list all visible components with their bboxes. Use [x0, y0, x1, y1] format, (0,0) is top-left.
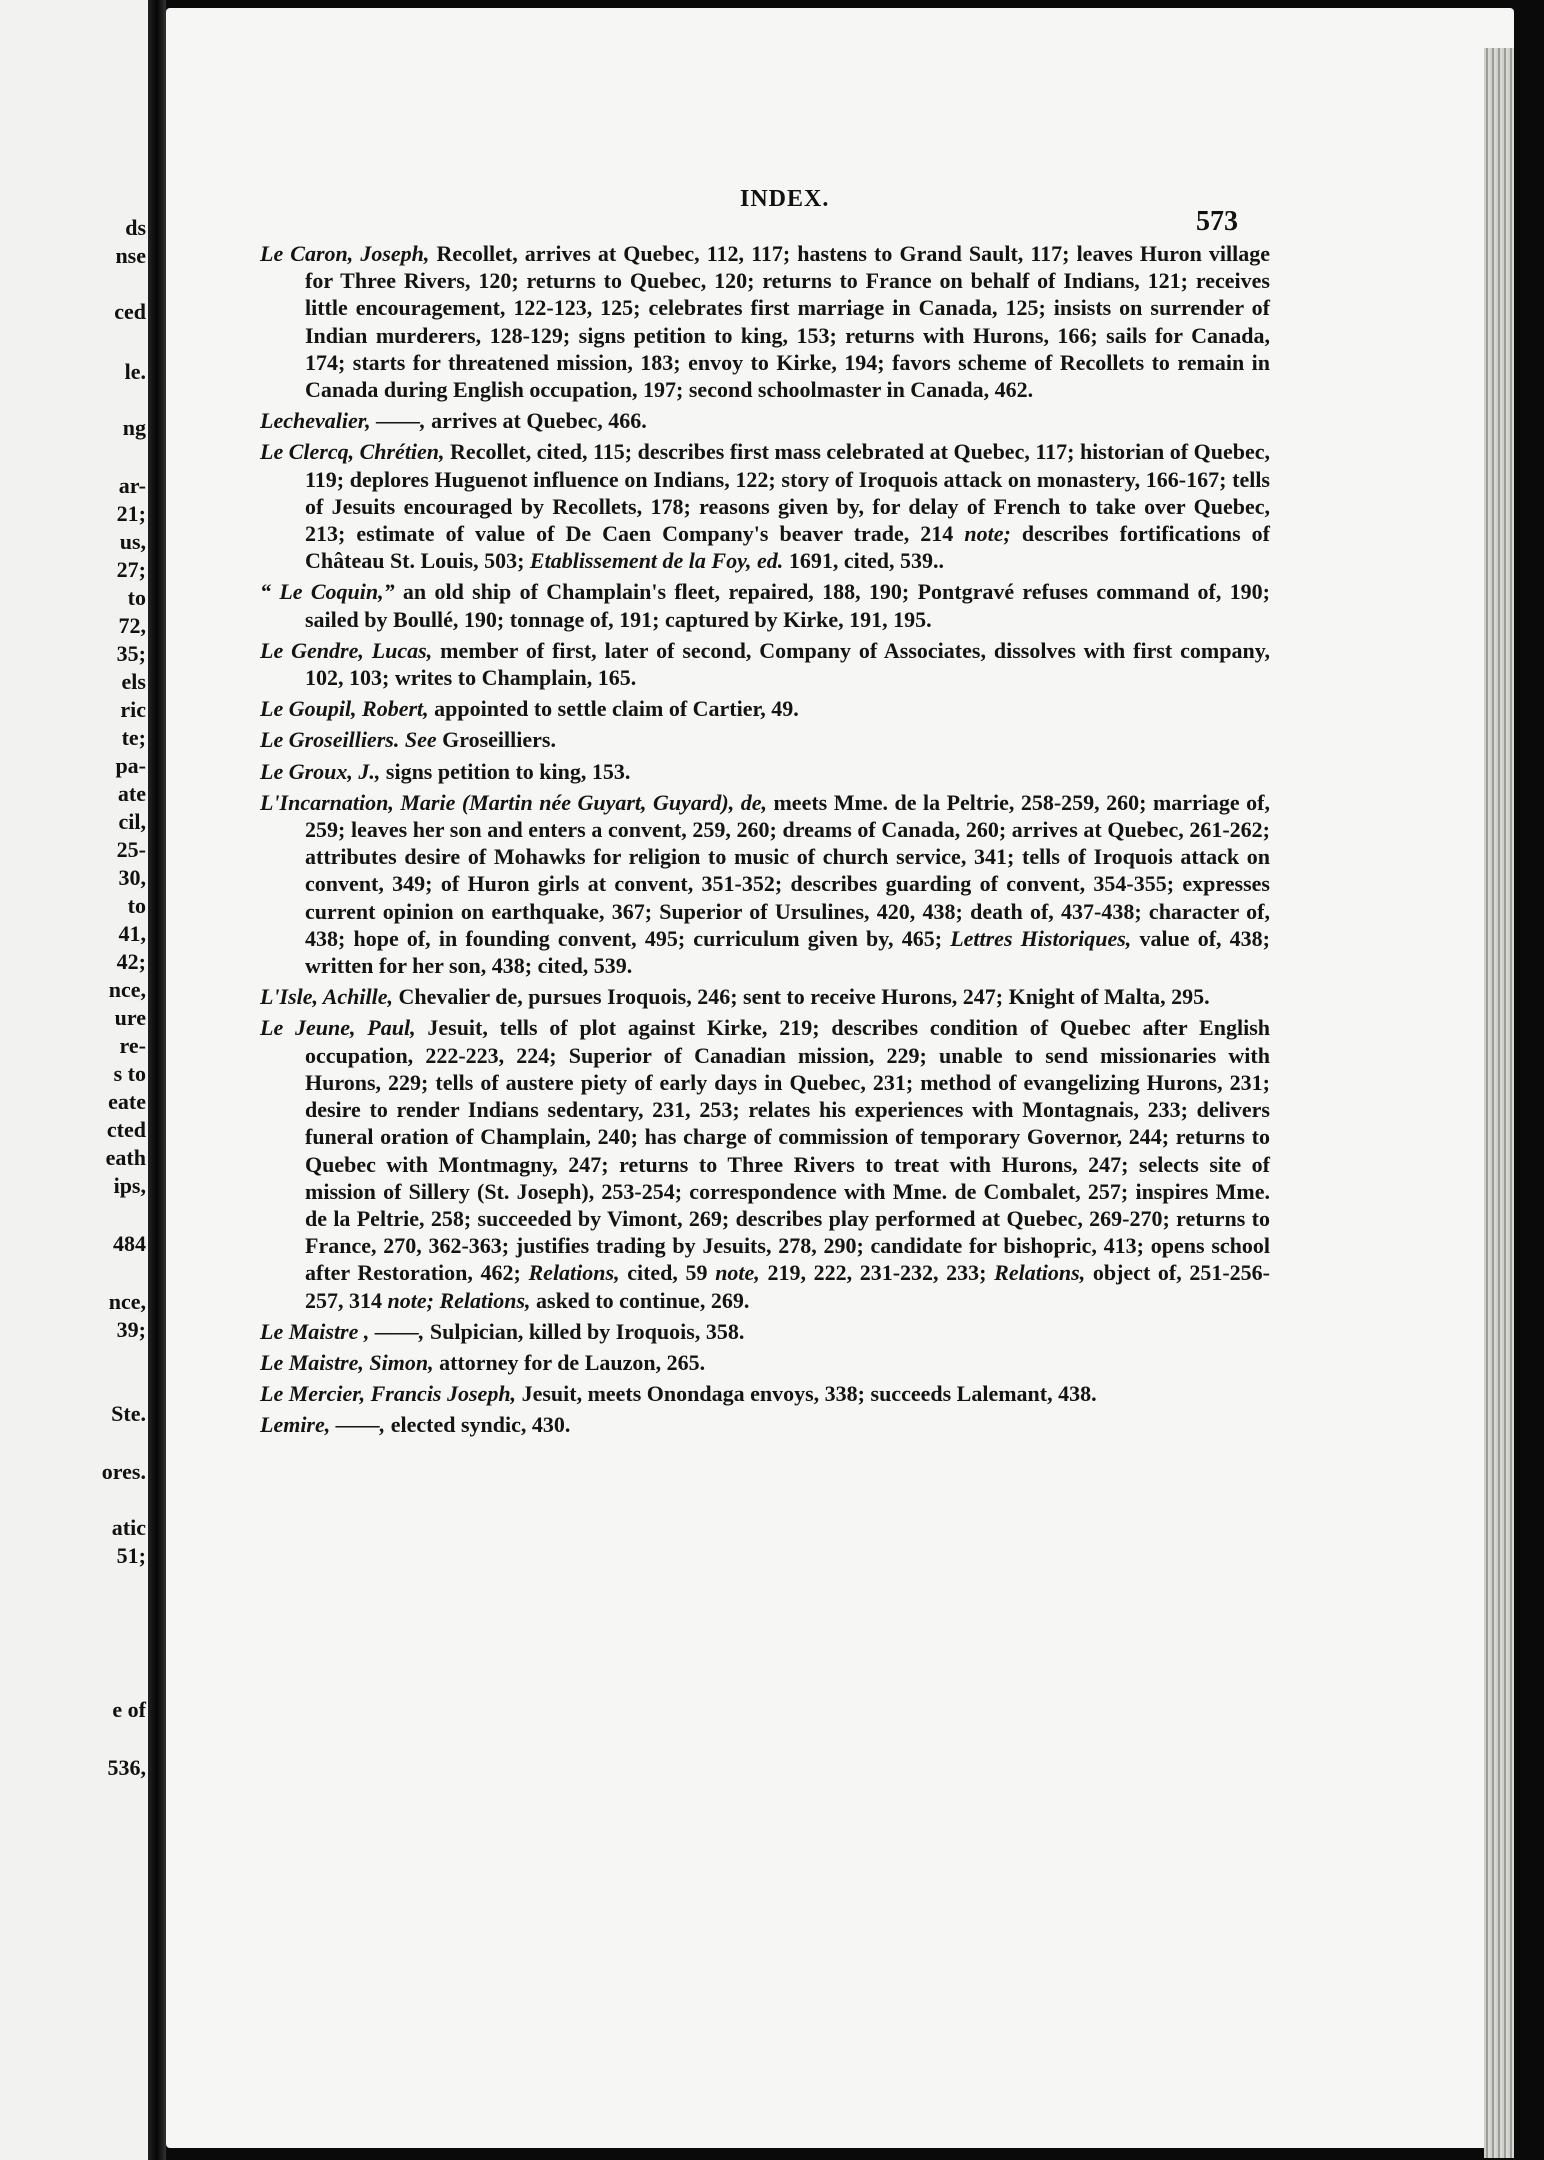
entry-text: Recollet, cited, 115; describes first mass celebrated at Quebec, 117; historian of Quebec, 119; deplores Huguenot influence on Indians, 122; story of Iroquois attack on monastery, 166-167; tells of Jesuits encouraged by Recollets, 178; reasons given by, for delay of French to take over Quebec, 213; estimate of value of De Caen Company's beaver trade, 214: [305, 439, 1270, 547]
entry-head: Le Maistre, Simon,: [260, 1349, 434, 1375]
fragment: nce,: [108, 977, 146, 1002]
fragment: atic: [111, 1515, 146, 1540]
entry-head: Le Maistre , ——,: [260, 1318, 425, 1344]
entry-text: cited, 59: [619, 1260, 716, 1286]
entry-text: attorney for de Lauzon, 265.: [433, 1349, 706, 1375]
book-gutter: [148, 0, 166, 2160]
page-number: 573: [1196, 206, 1238, 237]
fragment: ips,: [113, 1173, 146, 1198]
fragment: 536,: [107, 1755, 146, 1780]
fragment: cted: [106, 1117, 146, 1142]
fragment: 484: [113, 1231, 146, 1256]
entry-head: Le Goupil, Robert,: [260, 696, 429, 722]
entry-head: Le Groux, J.,: [260, 758, 381, 784]
entry-text: Sulpician, killed by Iroquois, 358.: [424, 1318, 745, 1344]
index-entry: [260, 1318, 1270, 1345]
fragment: 21;: [116, 501, 146, 526]
entry-title: Etablissement de la Foy, ed.: [529, 548, 784, 574]
index-entry: [260, 1014, 1270, 1313]
entry-head: Lemire, ——,: [260, 1412, 386, 1438]
fragment: ate: [117, 781, 146, 806]
index-entry: [260, 983, 1270, 1010]
entry-text: member of first, later of second, Company of Associates, dissolves with first company, 102, 103; writes to Champlain, 165.: [305, 637, 1271, 691]
entry-head: Le Mercier, Francis Joseph,: [260, 1381, 517, 1407]
fragment: ores.: [101, 1459, 146, 1484]
index-entry: [260, 758, 1270, 785]
fragment: e of: [112, 1697, 146, 1722]
fragment: 41,: [118, 921, 146, 946]
entry-text: 1691, cited, 539..: [783, 548, 945, 574]
fragment: 25-: [116, 837, 146, 862]
entry-title: Lettres Historiques,: [950, 925, 1132, 951]
fragment: Ste.: [111, 1401, 146, 1426]
fragment: ds: [125, 215, 146, 240]
entry-text: 219, 222, 231-232, 233;: [759, 1260, 995, 1286]
fragment: ar-: [118, 473, 146, 498]
entry-text: Groseilliers.: [436, 727, 556, 753]
entry-text: Jesuit, meets Onondaga envoys, 338; succeeds Lalemant, 438.: [516, 1381, 1097, 1407]
fragment: eath: [105, 1145, 146, 1170]
entry-title: Relations,: [994, 1260, 1086, 1286]
running-head: INDEX.: [740, 186, 830, 212]
entry-note: note,: [715, 1260, 760, 1286]
fragment: 35;: [116, 641, 146, 666]
fragment: to: [127, 893, 146, 918]
fragment: 39;: [116, 1317, 146, 1342]
fragment: us,: [119, 529, 146, 554]
fragment: re-: [119, 1033, 146, 1058]
entry-text: value of, 438; written for her son, 438; cited, 539.: [305, 925, 1271, 979]
entry-text: signs petition to king, 153.: [380, 758, 631, 784]
index-entry: [260, 789, 1270, 979]
entry-head: Le Jeune, Paul,: [260, 1015, 416, 1041]
entry-text: Recollet, arrives at Quebec, 112, 117; hastens to Grand Sault, 117; leaves Huron village for Three Rivers, 120; returns to Quebec, 120; returns to France on behalf of Indians, 121; receives little encouragement, 122-123, 125; celebrates first marriage in Canada, 125; insists on surrender of Indian murderers, 128-129; signs petition to king, 153; returns with Hurons, 166; sails for Canada, 174; starts for threatened mission, 183; envoy to Kirke, 194; favors scheme of Recollets to remain in Canada during English occupation, 197; second schoolmaster in Canada, 462.: [305, 241, 1270, 403]
facing-page: [0, 0, 148, 2160]
entry-head: “ Le Coquin,”: [260, 579, 395, 605]
index-entry: [260, 1349, 1270, 1376]
entry-head: Le Groseilliers.: [260, 727, 400, 753]
page-edge: [1484, 48, 1514, 2158]
entry-text: asked to continue, 269.: [530, 1287, 750, 1313]
index-entry: [260, 438, 1270, 574]
entry-text: Chevalier de, pursues Iroquois, 246; sent to receive Hurons, 247; Knight of Malta, 295.: [393, 984, 1210, 1010]
fragment: nse: [115, 243, 146, 268]
entry-head: L'Incarnation, Marie (Martin née Guyart, Guyard), de,: [260, 789, 767, 815]
entry-see: See: [404, 727, 437, 753]
fragment: pa-: [115, 753, 146, 778]
entry-text: object of, 251-256-257, 314: [305, 1260, 1271, 1313]
fragment: 72,: [118, 613, 146, 638]
index-entry: [260, 726, 1270, 753]
entry-head: L'Isle, Achille,: [260, 984, 394, 1010]
index-entry: [260, 637, 1270, 691]
index-entry: [260, 407, 1270, 434]
index-entry: [260, 240, 1270, 403]
fragment: le.: [124, 359, 146, 384]
entry-head: Le Clercq, Chrétien,: [260, 439, 445, 465]
entry-text: arrives at Quebec, 466.: [425, 408, 647, 434]
fragment: ng: [122, 415, 146, 440]
entry-text: meets Mme. de la Peltrie, 258-259, 260; marriage of, 259; leaves her son and enters a convent, 259, 260; dreams of Canada, 260; arrives at Quebec, 261-262; attributes desire of Mohawks for religion to music of church service, 341; tells of Iroquois attack on convent, 349; of Huron girls at convent, 351-352; describes guarding of convent, 354-355; expresses current opinion on earthquake, 367; Superior of Ursulines, 420, 438; death of, 437-438; character of, 438; hope of, in founding convent, 495; curriculum given by, 465;: [305, 789, 1270, 951]
fragment: nce,: [108, 1289, 146, 1314]
fragment: els: [121, 669, 146, 694]
entry-head: Le Caron, Joseph,: [260, 241, 430, 266]
entry-text: appointed to settle claim of Cartier, 49.: [428, 696, 799, 722]
entry-head: Le Gendre, Lucas,: [260, 637, 433, 663]
entry-text: elected syndic, 430.: [385, 1412, 571, 1438]
index-entry: [260, 578, 1270, 632]
entry-text: an old ship of Champlain's fleet, repaired, 188, 190; Pontgravé refuses command of, 190; sailed by Boullé, 190; tonnage of, 191; captured by Kirke, 191, 195.: [305, 579, 1270, 632]
fragment: ced: [114, 299, 146, 324]
index-entry: [260, 1411, 1270, 1438]
fragment: ric: [120, 697, 146, 722]
fragment: te;: [121, 725, 146, 750]
fragment: 51;: [116, 1543, 146, 1568]
entry-text: describes fortifications of Château St. Louis, 503;: [305, 521, 1270, 574]
entry-note: note;: [964, 521, 1011, 547]
fragment: to: [127, 585, 146, 610]
entry-title: Relations,: [528, 1260, 620, 1286]
fragment: ure: [114, 1005, 146, 1030]
index-entry: [260, 1380, 1270, 1407]
fragment: s to: [113, 1061, 146, 1086]
fragment: 30,: [118, 865, 146, 890]
entry-head: Lechevalier, ——,: [260, 408, 426, 434]
fragment: 27;: [116, 557, 146, 582]
index-entry: [260, 695, 1270, 722]
entry-text: Jesuit, tells of plot against Kirke, 219; describes condition of Quebec after English occupation, 222-223, 224; Superior of Canadian mission, 229; unable to send missionaries with Hurons, 229; tells of austere piety of early days in Quebec, 231; method of evangelizing Hurons, 231; desire to render Indians sedentary, 231, 253; relates his experiences with Montagnais, 233; delivers funeral oration of Champlain, 240; has charge of commission of temporary Governor, 244; returns to Quebec with Montmagny, 247; returns to Three Rivers to treat with Hurons, 247; selects site of mission of Sillery (St. Joseph), 253-254; correspondence with Mme. de Combalet, 257; inspires Mme. de la Peltrie, 258; succeeded by Vimont, 269; describes play performed at Quebec, 269-270; returns to France, 270, 362-363; justifies trading by Jesuits, 278, 290; candidate for bishopric, 413; opens school after Restoration, 462;: [305, 1015, 1270, 1286]
entry-note: note; Relations,: [387, 1287, 531, 1313]
fragment: cil,: [118, 809, 146, 834]
fragment: eate: [108, 1089, 146, 1114]
fragment: 42;: [116, 949, 146, 974]
index-entries: [260, 240, 1270, 1443]
